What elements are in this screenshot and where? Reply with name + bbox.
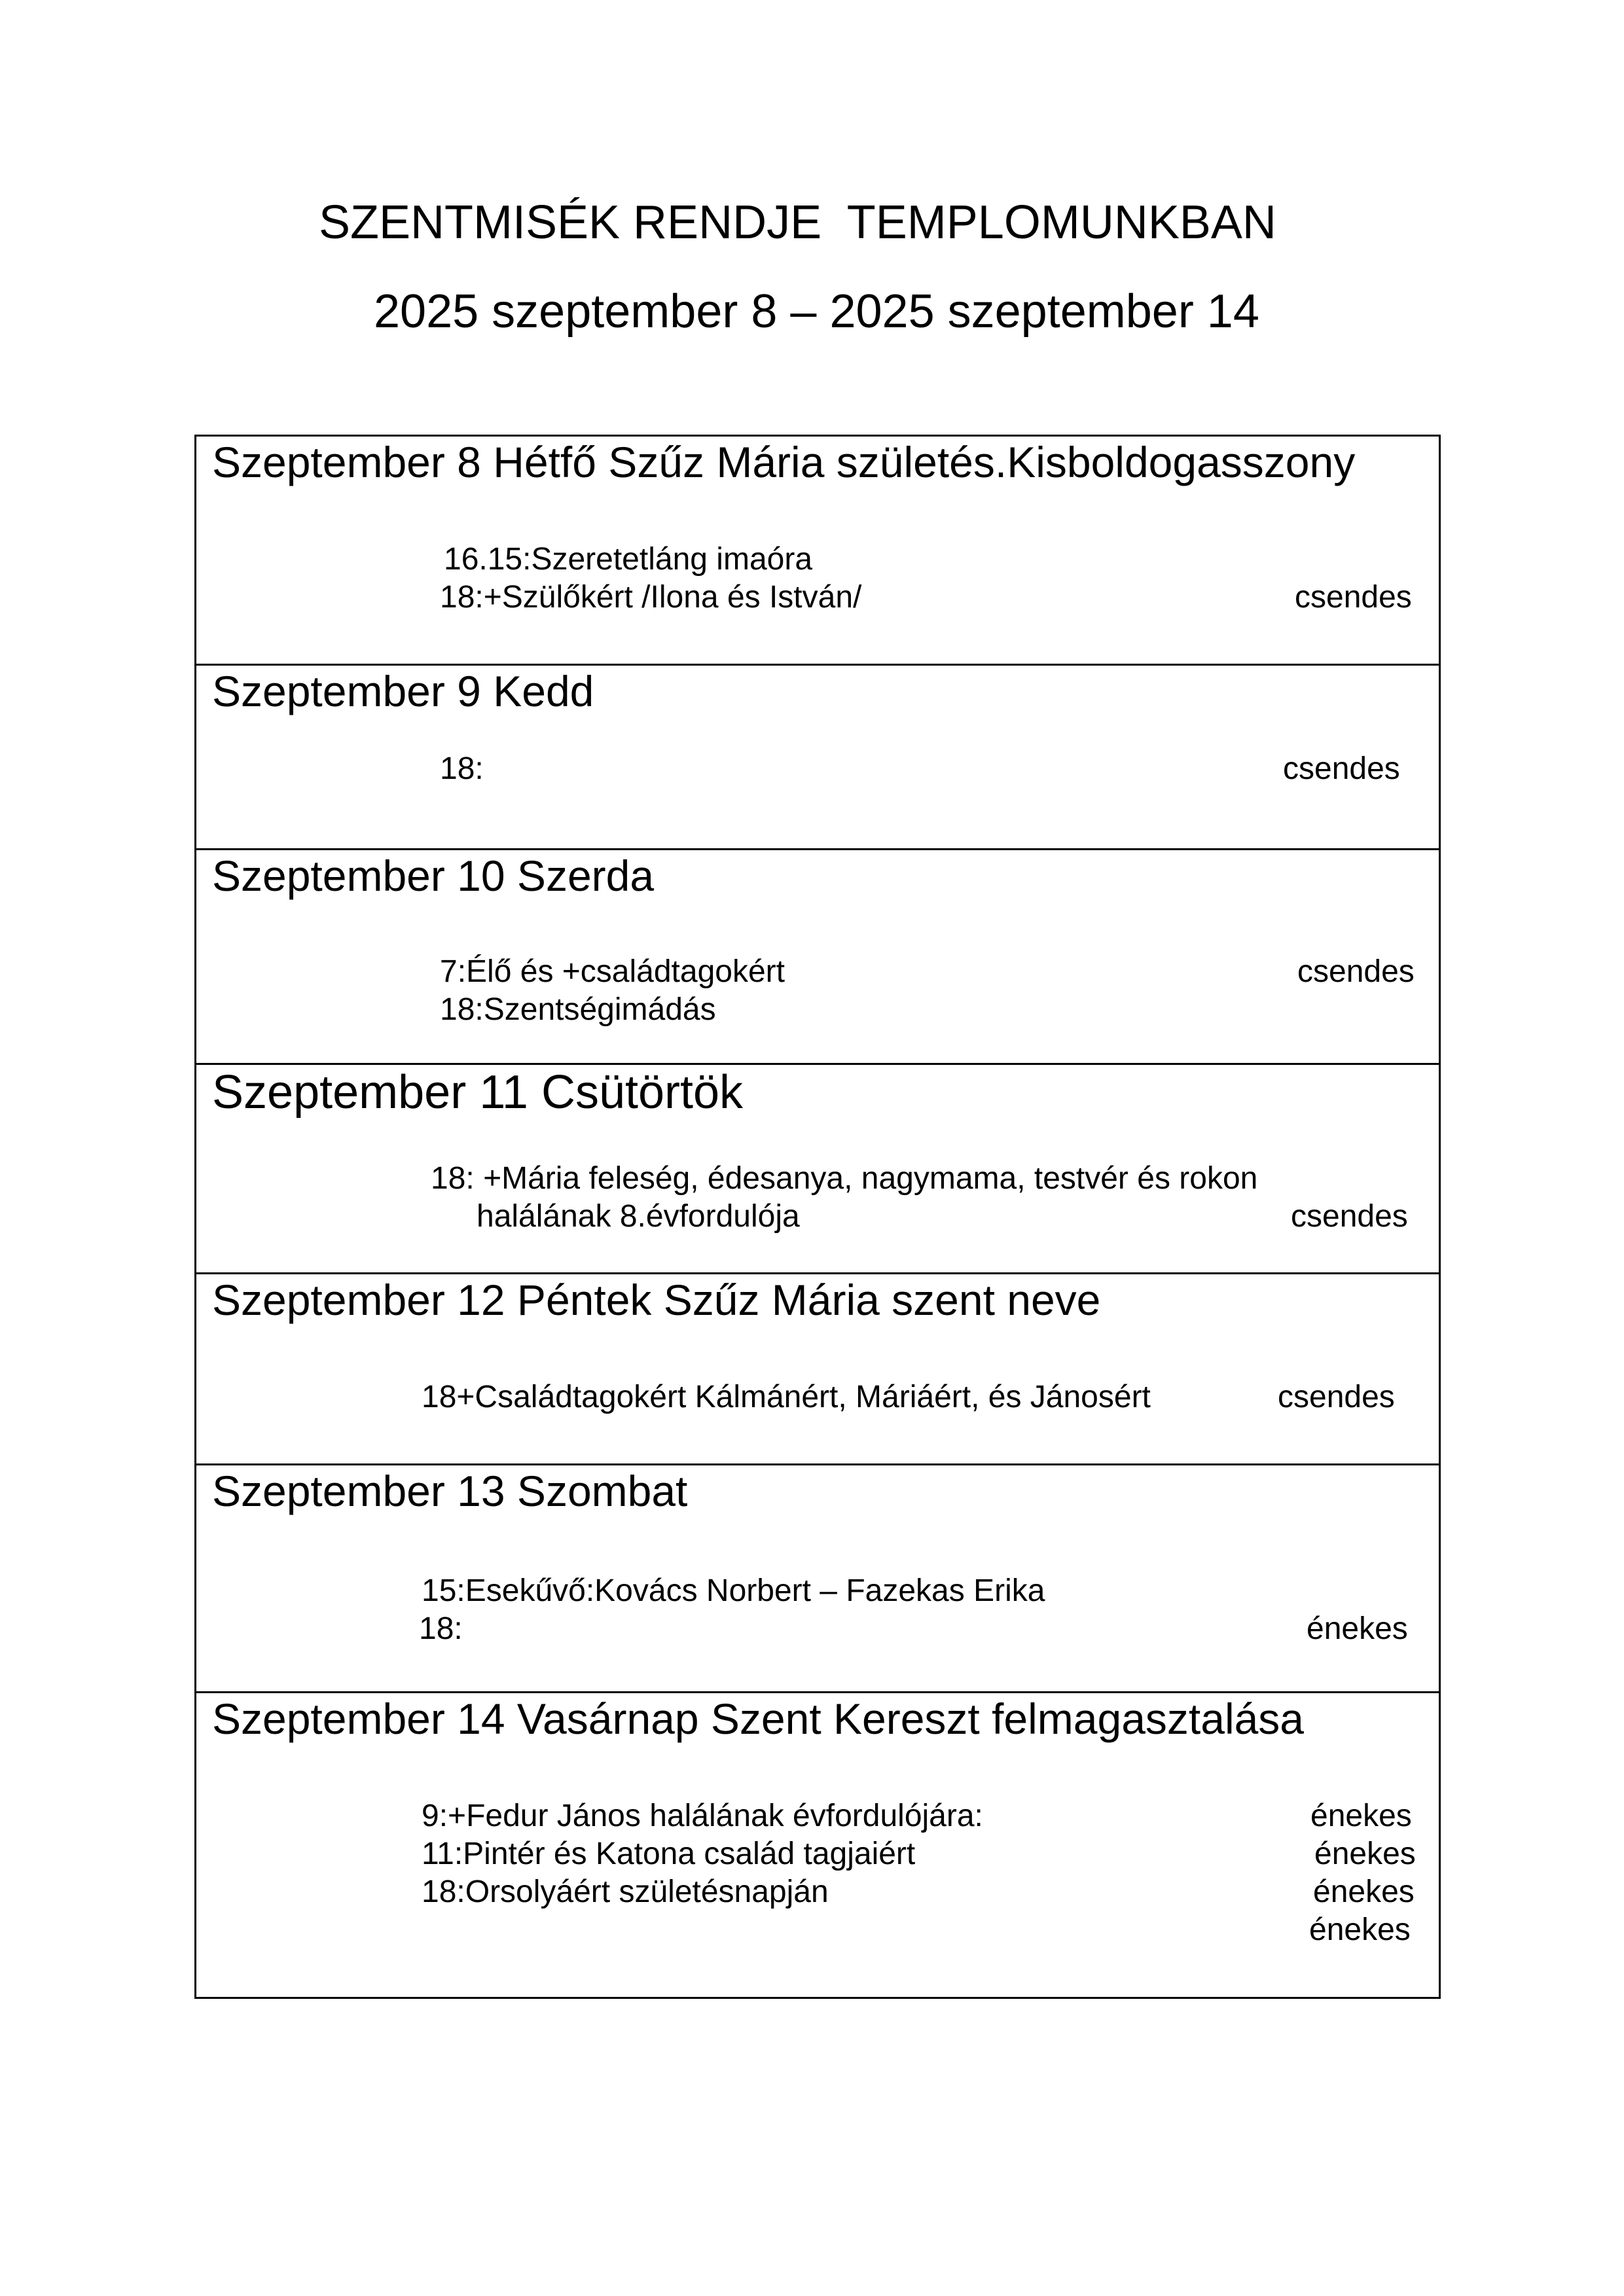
mass-entry: 18+Családtagokért Kálmánért, Máriáért, és Jánosért [422, 1380, 1151, 1414]
day-row-saturday [196, 1465, 1439, 1693]
day-row-tuesday [196, 666, 1439, 850]
mass-entry: 7:Élő és +családtagokért [440, 954, 785, 989]
mass-type: csendes [1295, 580, 1412, 615]
mass-type: énekes [1309, 1912, 1411, 1947]
mass-entry: 9:+Fedur János halálának évfordulójára: [422, 1799, 983, 1833]
day-heading: Szeptember 12 Péntek Szűz Mária szent neve [212, 1276, 1101, 1324]
day-row-sunday [196, 1693, 1439, 1997]
day-row-wednesday [196, 850, 1439, 1065]
day-heading: Szeptember 10 Szerda [212, 852, 655, 900]
mass-type: csendes [1278, 1380, 1395, 1414]
mass-entry-continued: halálának 8.évfordulója [477, 1199, 800, 1234]
day-heading: Szeptember 11 Csütörtök [212, 1066, 744, 1119]
mass-type: énekes [1314, 1837, 1416, 1871]
mass-entry: 18: +Mária feleség, édesanya, nagymama, testvér és rokon [431, 1161, 1258, 1196]
mass-entry: 11:Pintér és Katona család tagjaiért [422, 1837, 916, 1871]
mass-type: énekes [1313, 1874, 1415, 1909]
mass-entry: 15:Esekűvő:Kovács Norbert – Fazekas Erika [422, 1573, 1045, 1608]
day-heading: Szeptember 8 Hétfő Szűz Mária születés.Kisboldogasszony [212, 438, 1356, 486]
day-heading: Szeptember 9 Kedd [212, 667, 594, 715]
page-title: SZENTMISÉK RENDJE TEMPLOMUNKBAN [319, 196, 1276, 249]
mass-schedule-table [194, 435, 1441, 1999]
mass-entry: 18: [419, 1611, 463, 1646]
mass-type: énekes [1307, 1611, 1408, 1646]
date-range: 2025 szeptember 8 – 2025 szeptember 14 [374, 285, 1259, 338]
day-row-friday [196, 1274, 1439, 1465]
day-heading: Szeptember 13 Szombat [212, 1467, 688, 1515]
mass-type: csendes [1291, 1199, 1408, 1234]
day-heading: Szeptember 14 Vasárnap Szent Kereszt felmagasztalása [212, 1695, 1305, 1743]
day-row-thursday [196, 1065, 1439, 1274]
mass-entry: 16.15:Szeretetláng imaóra [444, 542, 813, 577]
mass-entry: 18:+Szülőkért /Ilona és István/ [440, 580, 862, 615]
mass-entry: 18:Szentségimádás [440, 992, 716, 1027]
mass-entry: 18:Orsolyáért születésnapján [422, 1874, 829, 1909]
mass-entry: 18: [440, 751, 484, 786]
mass-type: csendes [1283, 751, 1400, 786]
mass-type: énekes [1310, 1799, 1412, 1833]
day-row-monday [196, 437, 1439, 666]
mass-type: csendes [1297, 954, 1415, 989]
